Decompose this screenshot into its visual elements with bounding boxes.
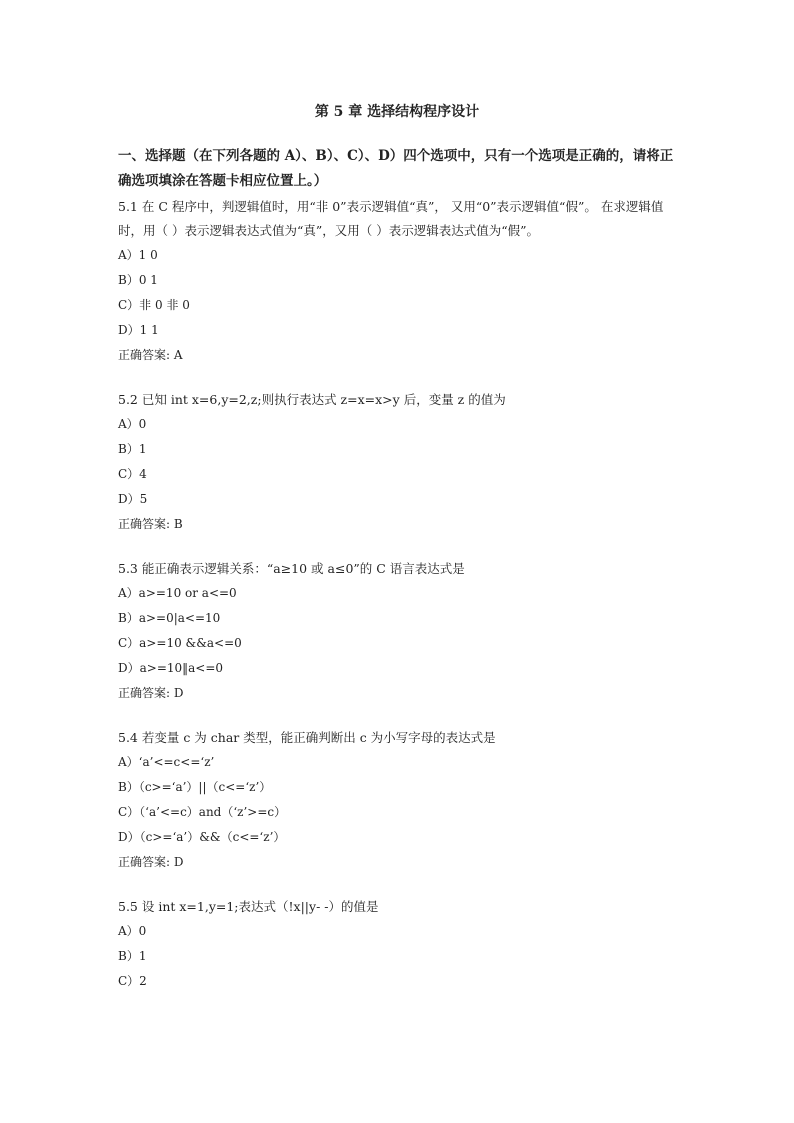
option-a: A）‘a’<=c<=‘z’ — [118, 755, 215, 769]
question-text: 5.1 在 C 程序中，判逻辑值时，用“非 0”表示逻辑值“真”， 又用“0”表示逻辑值“假”。 在求逻辑值时，用（ ）表示逻辑表达式值为“真”，又用（ ）表示逻辑表达式值为“假”。 — [118, 199, 664, 238]
option-b: B）0 1 — [118, 273, 158, 287]
option-d: D）1 1 — [118, 323, 159, 337]
question-text: 5.5 设 int x=1,y=1;表达式（!x||y- -）的值是 — [118, 899, 379, 914]
question-5-1 — [118, 195, 678, 368]
question-5-4 — [118, 726, 678, 875]
correct-answer: 正确答案: D — [118, 686, 184, 700]
option-c: C）4 — [118, 467, 147, 481]
correct-answer: 正确答案: A — [118, 348, 183, 362]
option-c: C）非 0 非 0 — [118, 298, 190, 312]
question-5-5 — [118, 895, 678, 994]
question-text: 5.3 能正确表示逻辑关系：“a≥10 或 a≤0”的 C 语言表达式是 — [118, 561, 465, 576]
option-b: B）1 — [118, 949, 147, 963]
question-list — [118, 195, 678, 1014]
option-d: D）5 — [118, 492, 148, 506]
question-5-2 — [118, 388, 678, 537]
option-c: C）2 — [118, 974, 147, 988]
option-a: A）1 0 — [118, 248, 158, 262]
question-text: 5.2 已知 int x=6,y=2,z;则执行表达式 z=x=x>y 后，变量 z 的值为 — [118, 392, 506, 407]
option-d: D）a>=10‖a<=0 — [118, 661, 224, 675]
chapter-title: 第 5 章 选择结构程序设计 — [314, 104, 480, 120]
option-c: C）（‘a’<=c）and（‘z’>=c） — [118, 805, 287, 819]
option-d: D）（c>=‘a’）&&（c<=‘z’） — [118, 830, 286, 844]
correct-answer: 正确答案: D — [118, 855, 184, 869]
question-text: 5.4 若变量 c 为 char 类型，能正确判断出 c 为小写字母的表达式是 — [118, 730, 496, 745]
option-b: B）a>=0|a<=10 — [118, 611, 221, 625]
option-a: A）0 — [118, 417, 147, 431]
section-heading: 一、选择题（在下列各题的 A）、B）、C）、D）四个选项中，只有一个选项是正确的，请将正确选项填涂在答题卡相应位置上。） — [118, 148, 674, 189]
option-b: B）（c>=‘a’）||（c<=‘z’） — [118, 780, 272, 794]
question-5-3 — [118, 557, 678, 706]
option-c: C）a>=10 &&a<=0 — [118, 636, 242, 650]
option-a: A）a>=10 or a<=0 — [118, 586, 237, 600]
option-a: A）0 — [118, 924, 147, 938]
option-b: B）1 — [118, 442, 147, 456]
correct-answer: 正确答案: B — [118, 517, 183, 531]
